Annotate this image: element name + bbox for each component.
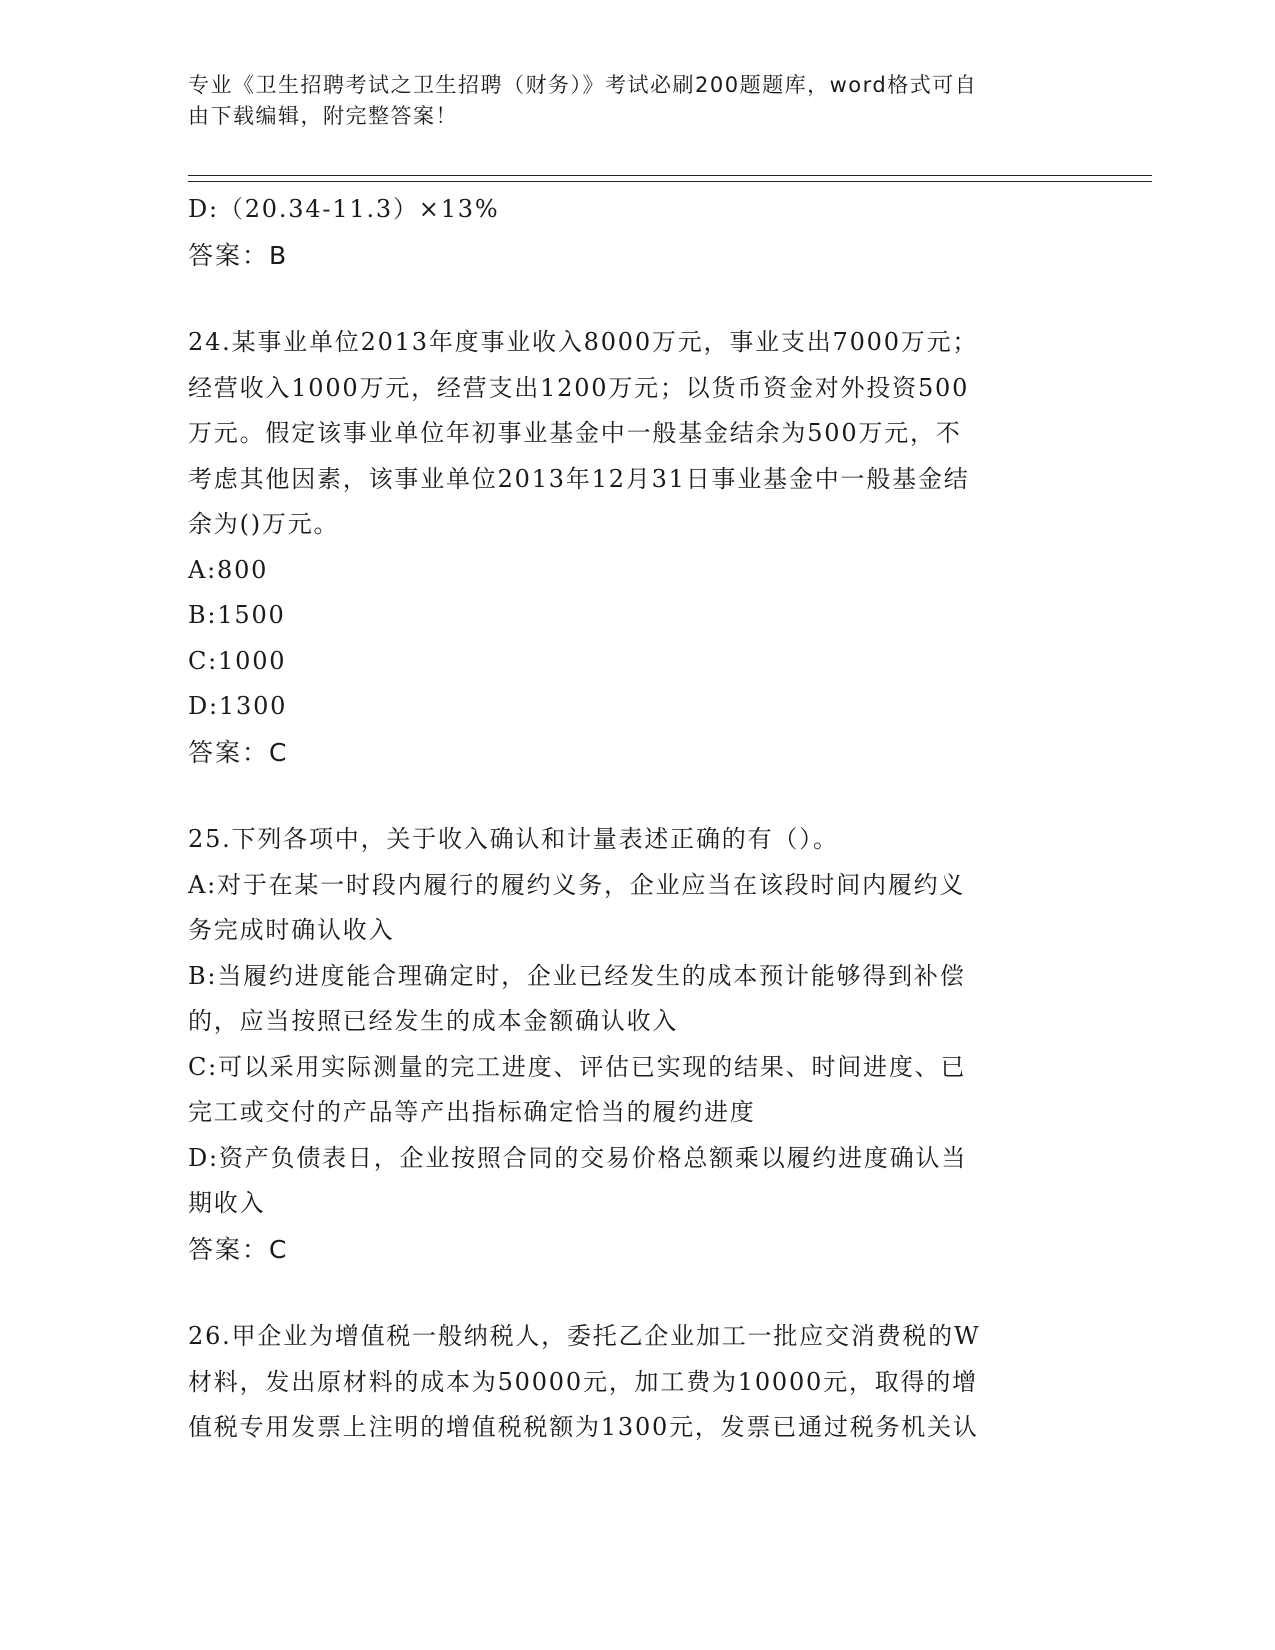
option-d: D:资产负债表日，企业按照合同的交易价格总额乘以履约进度确认当 (188, 1143, 968, 1172)
question-23 (188, 187, 1088, 278)
option-b-continued: 的，应当按照已经发生的成本金额确认收入 (188, 1007, 679, 1035)
question-stem-line: 余为()万元。 (188, 510, 340, 538)
header-divider-bottom (188, 181, 1152, 182)
question-stem-line: 24.某事业单位2013年度事业收入8000万元，事业支出7000万元； (188, 328, 979, 356)
header-divider-top (188, 175, 1152, 176)
option-b: B:1500 (188, 601, 286, 629)
header-line-2: 由下载编辑，附完整答案！ (188, 104, 458, 128)
question-25 (188, 817, 1088, 1272)
question-26 (188, 1314, 1088, 1451)
option-a-continued: 务完成时确认收入 (188, 916, 395, 944)
option-a: A:对于在某一时段内履行的履约义务，企业应当在该段时间内履约义 (188, 870, 966, 899)
spacer (188, 1272, 1088, 1314)
option-d: D:（20.34-11.3）×13% (188, 195, 500, 223)
option-c: C:1000 (188, 646, 287, 675)
option-c-continued: 完工或交付的产品等产出指标确定恰当的履约进度 (188, 1098, 756, 1126)
spacer (188, 775, 1088, 817)
answer-line: 答案：C (188, 737, 289, 767)
document-body (188, 187, 1088, 1451)
question-stem-line: 材料，发出原材料的成本为50000元，加工费为10000元，取得的增 (188, 1367, 978, 1396)
question-stem-line: 值税专用发票上注明的增值税税额为1300元，发票已通过税务机关认 (188, 1413, 979, 1441)
option-d: D:1300 (188, 692, 288, 720)
question-stem-line: 经营收入1000万元，经营支出1200万元；以货币资金对外投资500 (188, 373, 970, 402)
spacer (188, 278, 1088, 320)
question-stem-line: 25.下列各项中，关于收入确认和计量表述正确的有（）。 (188, 825, 839, 853)
answer-line: 答案：C (188, 1234, 289, 1264)
question-stem-line: 考虑其他因素，该事业单位2013年12月31日事业基金中一般基金结 (188, 464, 970, 493)
option-a: A:800 (188, 555, 269, 584)
option-c: C:可以采用实际测量的完工进度、评估已实现的结果、时间进度、已 (188, 1052, 967, 1081)
question-stem-line: 26.甲企业为增值税一般纳税人，委托乙企业加工一批应交消费税的W (188, 1322, 981, 1350)
question-stem-line: 万元。假定该事业单位年初事业基金中一般基金结余为500万元，不 (188, 419, 962, 447)
question-24 (188, 320, 1088, 775)
document-header (188, 70, 1088, 132)
answer-line: 答案：B (188, 240, 289, 270)
header-line-1: 专业《卫生招聘考试之卫生招聘（财务）》考试必刷200题题库，word格式可自 (188, 73, 978, 97)
option-b: B:当履约进度能合理确定时，企业已经发生的成本预计能够得到补偿 (188, 961, 966, 990)
option-d-continued: 期收入 (188, 1189, 266, 1217)
